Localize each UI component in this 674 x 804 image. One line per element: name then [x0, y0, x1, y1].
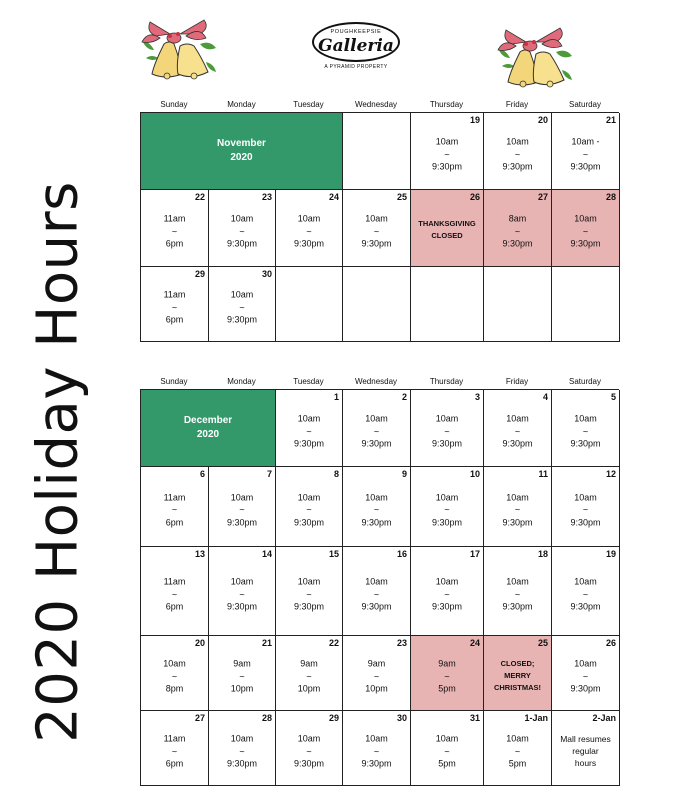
day-number: 10 — [469, 469, 480, 479]
day-number: 2-Jan — [592, 713, 616, 723]
weekday-label: Monday — [227, 377, 256, 386]
day-hours: Mall resumes regular hours — [560, 733, 611, 768]
day-hours: 10am ~ 9:30pm — [361, 576, 392, 612]
day-cell — [552, 636, 620, 711]
day-number: 11 — [538, 469, 548, 479]
day-number: 31 — [469, 713, 480, 723]
weekday-label: Thursday — [429, 100, 464, 109]
empty-day-cell — [411, 267, 484, 342]
day-hours: CLOSED; MERRY CHRISTMAS! — [493, 658, 542, 692]
day-cell — [343, 390, 411, 467]
month-year: 2020 — [230, 152, 253, 163]
day-hours: 10am ~ 9:30pm — [502, 491, 533, 527]
month-year: 2020 — [196, 429, 220, 440]
day-number: 21 — [261, 638, 272, 648]
day-number: 25 — [396, 192, 407, 202]
day-hours: 10am ~ 9:30pm — [570, 413, 601, 449]
logo-name: Galleria — [318, 36, 394, 56]
empty-day-cell — [484, 267, 552, 342]
day-cell — [276, 190, 343, 267]
november-calendar — [140, 98, 619, 342]
weekday-label: Saturday — [568, 377, 602, 386]
month-title-cell — [141, 390, 276, 467]
month-title-cell — [141, 113, 343, 190]
weekday-label: Wednesday — [354, 377, 398, 386]
empty-day-cell — [276, 267, 343, 342]
day-number: 4 — [542, 392, 548, 402]
day-cell — [141, 467, 209, 547]
day-cell — [141, 547, 209, 636]
day-cell — [343, 190, 411, 267]
day-cell — [209, 267, 276, 342]
day-cell — [209, 711, 276, 786]
logo-top-text: POUGHKEEPSIE — [330, 29, 382, 35]
day-cell — [343, 547, 411, 636]
holiday-cell-thanksgiving — [411, 190, 484, 267]
day-hours: 10am ~ 9:30pm — [226, 213, 258, 249]
day-number: 29 — [328, 713, 339, 723]
day-number: 9 — [401, 469, 407, 479]
galleria-logo — [306, 22, 406, 80]
day-number: 26 — [605, 638, 616, 648]
day-number: 3 — [474, 392, 480, 402]
day-hours: 10am ~ 9:30pm — [293, 576, 325, 612]
day-number: 29 — [194, 269, 205, 279]
day-cell — [552, 113, 620, 190]
logo-oval — [312, 22, 400, 62]
day-number: 19 — [605, 549, 616, 559]
day-number: 28 — [261, 713, 272, 723]
day-hours: 10am ~ 9:30pm — [293, 413, 325, 449]
day-cell — [276, 467, 343, 547]
day-cell — [141, 636, 209, 711]
day-number: 27 — [537, 192, 548, 202]
day-number: 26 — [469, 192, 480, 202]
day-hours: 10am ~ 9:30pm — [570, 658, 601, 694]
day-hours: 10am ~ 9:30pm — [431, 136, 463, 172]
day-number: 28 — [605, 192, 616, 202]
logo-sub-text: A PYRAMID PROPERTY — [324, 64, 388, 70]
day-cell — [276, 547, 343, 636]
day-cell — [276, 711, 343, 786]
day-hours: 10am ~ 9:30pm — [293, 491, 325, 527]
day-cell — [343, 467, 411, 547]
day-number: 6 — [199, 469, 205, 479]
day-number: 1 — [333, 392, 339, 402]
day-cell — [411, 390, 484, 467]
day-number: 23 — [396, 638, 407, 648]
day-number: 19 — [469, 115, 480, 125]
day-hours: 10am ~ 9:30pm — [226, 733, 258, 769]
day-hours: 10am ~ 8pm — [163, 658, 186, 694]
weekday-label: Friday — [505, 100, 529, 109]
weekday-header — [140, 98, 619, 112]
empty-day-cell — [343, 113, 411, 190]
november-grid — [140, 112, 619, 342]
day-number: 30 — [261, 269, 272, 279]
day-number: 21 — [605, 115, 616, 125]
day-cell — [411, 113, 484, 190]
day-cell — [411, 547, 484, 636]
day-cell — [209, 636, 276, 711]
day-number: 23 — [261, 192, 272, 202]
month-title — [141, 137, 342, 165]
day-cell — [484, 390, 552, 467]
day-cell — [343, 636, 411, 711]
weekday-label: Wednesday — [354, 100, 398, 109]
day-number: 16 — [396, 549, 407, 559]
weekday-label: Saturday — [568, 100, 602, 109]
day-hours: 11am ~ 6pm — [163, 576, 186, 612]
day-hours: 10am ~ 9:30pm — [361, 491, 392, 527]
day-hours: 9am ~ 10pm — [230, 658, 254, 694]
weekday-label: Tuesday — [293, 377, 324, 386]
day-hours: 11am ~ 6pm — [163, 213, 186, 249]
day-cell — [141, 190, 209, 267]
day-cell — [552, 467, 620, 547]
weekday-label: Sunday — [160, 100, 188, 109]
day-hours: 9am ~ 5pm — [438, 658, 456, 694]
day-cell — [484, 467, 552, 547]
page-title-text: 2020 Holiday Hours — [25, 181, 91, 743]
christmas-bells-icon — [496, 22, 576, 96]
day-cell — [552, 390, 620, 467]
day-hours: 10am ~ 9:30pm — [431, 491, 463, 527]
empty-day-cell — [552, 267, 620, 342]
holiday-cell — [484, 190, 552, 267]
day-hours: 10am ~ 5pm — [506, 733, 529, 769]
day-cell — [484, 711, 552, 786]
day-hours: 10am ~ 9:30pm — [226, 491, 258, 527]
day-cell — [276, 636, 343, 711]
empty-day-cell — [343, 267, 411, 342]
day-hours: 11am ~ 6pm — [163, 289, 186, 325]
day-hours: 11am ~ 6pm — [163, 733, 186, 769]
day-number: 5 — [610, 392, 616, 402]
day-number: 13 — [194, 549, 205, 559]
day-hours: 10am ~ 9:30pm — [502, 576, 533, 612]
day-number: 17 — [469, 549, 480, 559]
day-number: 20 — [537, 115, 548, 125]
month-name: November — [217, 138, 266, 149]
weekday-header — [140, 375, 619, 389]
holiday-cell — [552, 190, 620, 267]
page-title — [8, 182, 108, 742]
day-hours: 10am ~ 9:30pm — [570, 213, 601, 249]
month-name: December — [183, 415, 233, 426]
day-hours: 10am ~ 9:30pm — [293, 733, 325, 769]
day-cell — [552, 711, 620, 786]
day-hours: 10am ~ 9:30pm — [570, 491, 601, 527]
day-number: 1-Jan — [524, 713, 548, 723]
december-grid — [140, 389, 619, 786]
weekday-label: Tuesday — [293, 100, 324, 109]
day-cell — [484, 547, 552, 636]
day-cell — [209, 467, 276, 547]
holiday-cell-christmas — [484, 636, 552, 711]
day-hours: 10am ~ 9:30pm — [431, 576, 463, 612]
day-hours: 10am ~ 9:30pm — [361, 413, 392, 449]
day-cell — [552, 547, 620, 636]
day-number: 18 — [537, 549, 548, 559]
day-number: 15 — [328, 549, 339, 559]
day-hours: 8am ~ 9:30pm — [502, 213, 533, 249]
day-cell — [484, 113, 552, 190]
holiday-cell-christmas-eve — [411, 636, 484, 711]
day-cell — [209, 190, 276, 267]
day-hours: 10am ~ 9:30pm — [502, 136, 533, 172]
day-number: 22 — [194, 192, 205, 202]
day-cell — [209, 547, 276, 636]
day-hours: 10am ~ 9:30pm — [361, 733, 392, 769]
day-number: 12 — [605, 469, 616, 479]
day-number: 25 — [537, 638, 548, 648]
day-hours: THANKSGIVING CLOSED — [418, 218, 476, 240]
day-cell — [411, 467, 484, 547]
day-hours: 9am ~ 10pm — [297, 658, 321, 694]
day-hours: 10am ~ 9:30pm — [293, 213, 325, 249]
day-cell — [411, 711, 484, 786]
day-hours: 10am - ~ 9:30pm — [570, 136, 601, 172]
day-hours: 10am ~ 9:30pm — [226, 289, 258, 325]
day-number: 8 — [333, 469, 339, 479]
day-hours: 10am ~ 9:30pm — [502, 413, 533, 449]
day-number: 30 — [396, 713, 407, 723]
weekday-label: Friday — [505, 377, 529, 386]
day-hours: 10am ~ 9:30pm — [570, 576, 601, 612]
day-hours: 10am ~ 9:30pm — [361, 213, 392, 249]
december-calendar — [140, 375, 619, 786]
day-hours: 10am ~ 5pm — [435, 733, 459, 769]
day-number: 7 — [266, 469, 272, 479]
day-number: 24 — [328, 192, 339, 202]
day-number: 2 — [401, 392, 407, 402]
day-cell — [141, 267, 209, 342]
weekday-label: Thursday — [429, 377, 464, 386]
day-number: 20 — [194, 638, 205, 648]
day-hours: 9am ~ 10pm — [365, 658, 388, 694]
day-number: 24 — [469, 638, 480, 648]
day-cell — [141, 711, 209, 786]
day-hours: 10am ~ 9:30pm — [226, 576, 258, 612]
day-cell — [276, 390, 343, 467]
weekday-label: Monday — [227, 100, 256, 109]
christmas-bells-icon — [140, 14, 220, 88]
weekday-label: Sunday — [160, 377, 188, 386]
day-cell — [343, 711, 411, 786]
day-hours: 10am ~ 9:30pm — [431, 413, 463, 449]
day-number: 27 — [194, 713, 205, 723]
month-title — [141, 414, 275, 442]
day-number: 14 — [261, 549, 272, 559]
day-hours: 11am ~ 6pm — [163, 491, 186, 527]
day-number: 22 — [328, 638, 339, 648]
